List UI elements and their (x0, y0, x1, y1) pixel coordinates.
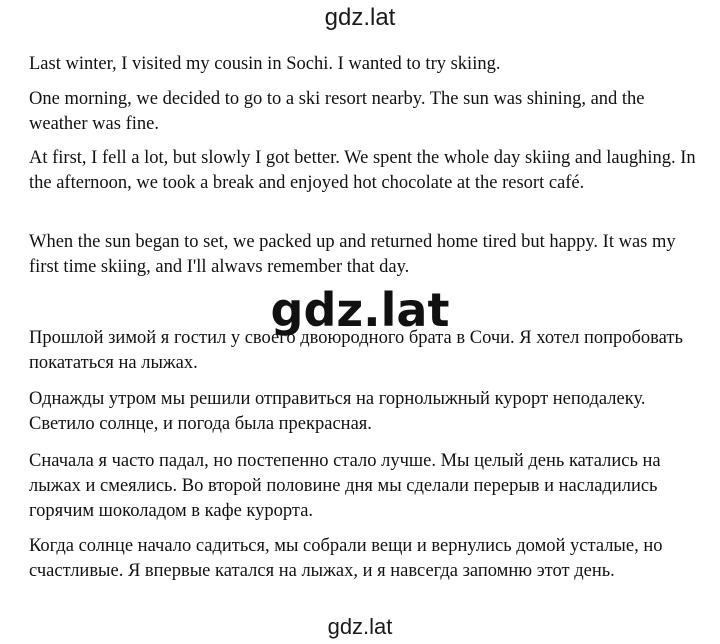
watermark-middle: gdz.lat (270, 283, 450, 337)
russian-paragraph-1: Прошлой зимой я гостил у своего двоюродного брата в Сочи. Я хотел попробовать покататься на лыжах. (29, 328, 683, 373)
russian-paragraph-3: Сначала я часто падал, но постепенно стало лучше. Мы целый день катались на лыжах и смеялись. Во второй половине дня мы сделали перерыв и насладились горячим шоколадом в кафе курорта. (29, 451, 661, 521)
russian-paragraph-2: Однажды утром мы решили отправиться на горнолыжный курорт неподалеку. Светило солнце, и погода была прекрасная. (29, 389, 646, 434)
english-paragraph-4: When the sun began to set, we packed up and returned home tired but happy. It was my first time skiing, and I'll alwavs remember that day. (29, 232, 676, 277)
english-paragraph-2: One morning, we decided to go to a ski resort nearby. The sun was shining, and the weather was fine. (29, 89, 645, 134)
russian-paragraph-4: Когда солнце начало садиться, мы собрали вещи и вернулись домой усталые, но счастливые. Я впервые катался на лыжах, и я навсегда запомню этот день. (29, 536, 663, 581)
english-paragraph-1: Last winter, I visited my cousin in Sochi. I wanted to try skiing. (29, 54, 501, 74)
english-paragraph-3: At first, I fell a lot, but slowly I got better. We spent the whole day skiing and laughing. In the afternoon, we took a break and enjoyed hot chocolate at the resort café. (29, 148, 696, 193)
watermark-bottom: gdz.lat (327, 614, 393, 639)
watermark-top: gdz.lat (324, 4, 396, 31)
